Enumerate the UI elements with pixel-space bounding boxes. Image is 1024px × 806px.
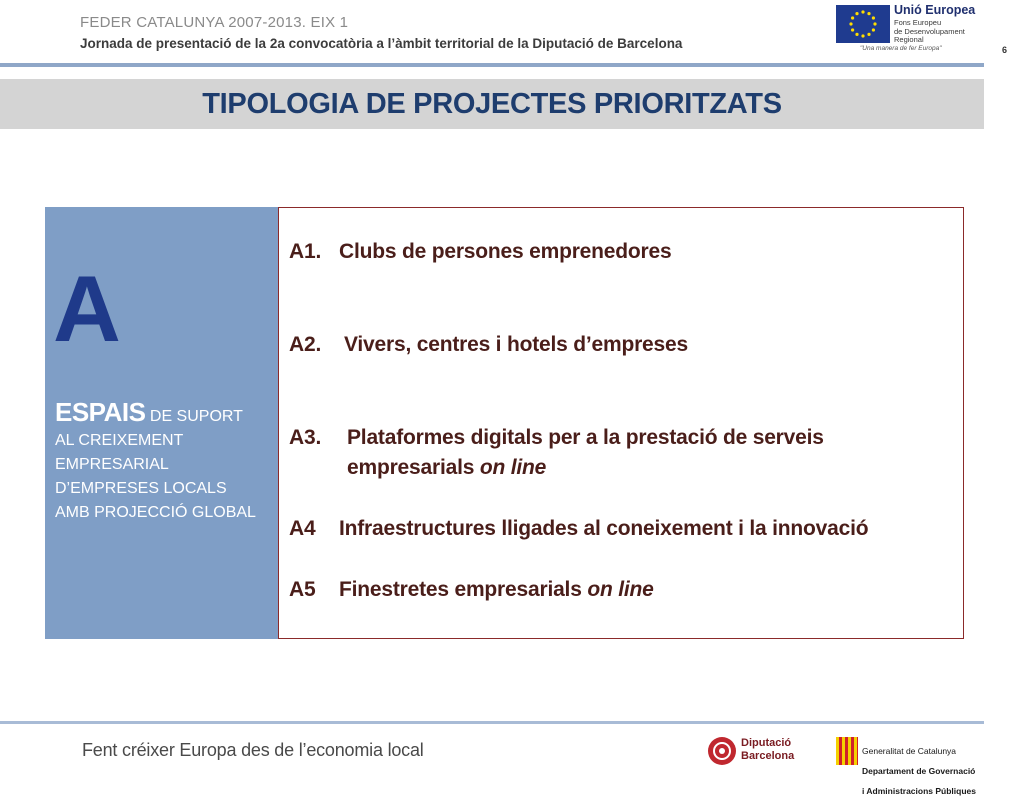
page-number: 6: [1002, 45, 1008, 55]
list-item: [289, 517, 868, 541]
category-line: AL CREIXEMENT: [55, 432, 184, 449]
category-line: AMB PROJECCIÓ GLOBAL: [55, 504, 256, 521]
list-item: [289, 240, 671, 264]
footer-divider: [0, 721, 984, 724]
item-text: Finestretes empresarials: [339, 578, 588, 601]
list-item-continuation: [347, 456, 546, 480]
list-item: [289, 426, 824, 450]
item-text: empresarials: [347, 456, 480, 479]
category-line: EMPRESARIAL: [55, 456, 169, 473]
item-text-italic: on line: [479, 456, 547, 479]
list-item: [289, 333, 688, 357]
category-description: [55, 397, 270, 525]
eu-motto: "Una manera de fer Europa": [860, 45, 942, 52]
header-divider: [0, 63, 984, 67]
generalitat-name: [862, 736, 976, 806]
item-code: A4: [289, 517, 316, 540]
generalitat-line: Generalitat de Catalunya: [862, 746, 957, 756]
diputacio-logo-icon: [708, 737, 736, 765]
category-heading: ESPAIS: [55, 397, 146, 427]
list-item: [289, 578, 654, 602]
header-event: Jornada de presentació de la 2a convocatòria a l’àmbit territorial de la Diputació de Barcelona: [80, 36, 683, 51]
item-text: Infraestructures lligades al coneixement i la innovació: [339, 517, 869, 540]
item-text: Vivers, centres i hotels d’empreses: [344, 333, 688, 356]
generalitat-flag-icon: [836, 737, 858, 765]
category-heading-rest: DE SUPORT: [145, 408, 243, 425]
eu-title: Unió Europea: [894, 3, 976, 17]
category-letter: A: [53, 256, 121, 361]
item-text: Plataformes digitals per a la prestació de serveis: [347, 426, 824, 449]
item-text-italic: on line: [587, 578, 654, 601]
eu-fund-name: Fons Europeu de Desenvolupament Regional: [894, 18, 965, 44]
department-line: i Administracions Públiques: [862, 786, 976, 796]
category-line: D’EMPRESES LOCALS: [55, 480, 227, 497]
department-line: Departament de Governació: [862, 766, 976, 776]
slide-title: TIPOLOGIA DE PROJECTES PRIORITZATS: [202, 88, 782, 120]
eu-flag-icon: [836, 5, 890, 43]
item-code: A5: [289, 578, 316, 601]
item-code: A1.: [289, 240, 322, 263]
project-list-box: [278, 207, 964, 639]
item-code: A2.: [289, 333, 322, 356]
diputacio-name: Diputació Barcelona: [741, 737, 795, 762]
header-program: FEDER CATALUNYA 2007-2013. EIX 1: [80, 14, 349, 31]
item-code: A3.: [289, 426, 322, 449]
footer-tagline: Fent créixer Europa des de l’economia local: [82, 740, 424, 760]
item-text: Clubs de persones emprenedores: [339, 240, 672, 263]
